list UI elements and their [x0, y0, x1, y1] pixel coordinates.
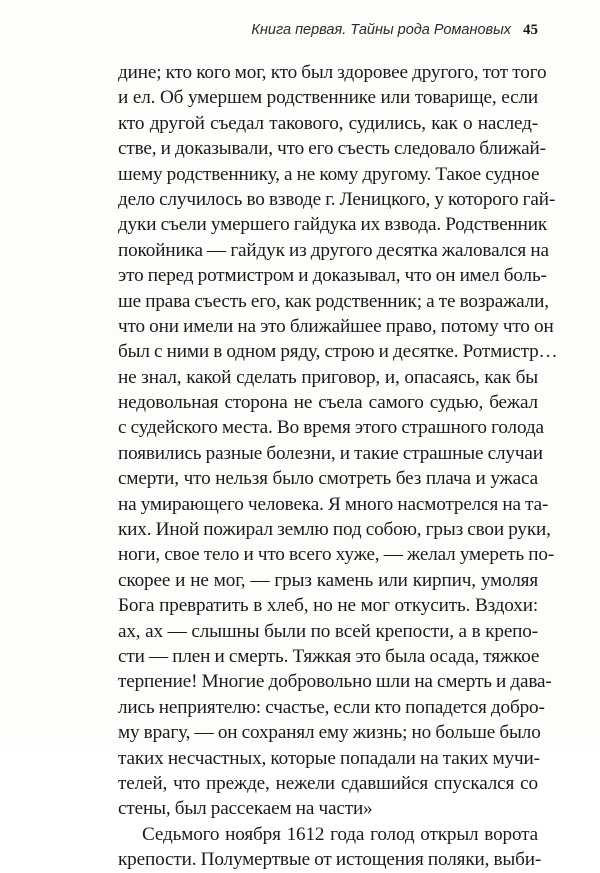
text-line: и ел. Об умершем родственнике или товарище, если	[118, 87, 538, 109]
text-line: шему родственнику, а не кому другому. Такое судное	[118, 163, 540, 185]
text-line: что они имели на это ближайшее право, потому что он	[118, 315, 554, 337]
text-line: смерти, что нельзя было смотреть без плача и ужаса	[118, 468, 538, 490]
paragraph-end-line: стены, был рассекаем на части»	[118, 798, 373, 820]
text-line: Бога превратить в хлеб, но не мог откусить. Вздохи:	[118, 595, 538, 617]
text-line: лись неприятелю: счастье, если кто попадется добро-	[118, 696, 545, 718]
page-number: 45	[523, 22, 538, 38]
paragraph-first-line: Седьмого ноября 1612 года голод открыл ворота	[142, 823, 538, 845]
text-line: на умирающего человека. Я много насмотрелся на та-	[118, 493, 549, 515]
text-line: покойника — гайдук из другого десятка жаловался на	[118, 239, 549, 261]
running-title: Книга первая. Тайны рода Романовых	[251, 22, 511, 38]
text-line: сти — плен и смерть. Тяжкая это была осада, тяжкое	[118, 645, 540, 667]
text-line: появились разные болезни, и такие страшные случаи	[118, 442, 543, 464]
text-line: с судейского места. Во время этого страшного голода	[118, 417, 544, 439]
text-line: ах, ах — слышны были по всей крепости, а в крепо-	[118, 620, 538, 642]
text-line: му врагу, — он сохранял ему жизнь; но больше было	[118, 722, 541, 744]
text-line: ких. Иной пожирал землю под собою, грыз свои руки,	[118, 519, 551, 541]
running-header	[118, 22, 538, 46]
text-line: не знал, какой сделать приговор, и, опасаясь, как бы	[118, 366, 538, 388]
body-text	[118, 60, 558, 873]
text-line: это перед ротмистром и доказывал, что он имел боль-	[118, 265, 547, 287]
text-line: крепости. Полумертвые от истощения поляки, выби-	[118, 849, 542, 871]
text-line: терпение! Многие добровольно шли на смерть и дава-	[118, 671, 552, 693]
text-line: был с ними в одном ряду, строю и десятке. Ротмистр…	[118, 341, 558, 363]
text-line: стве, и доказывали, что его съесть следовало ближай-	[118, 138, 546, 160]
text-line: таких несчастных, которые попадали на таких мучи-	[118, 747, 540, 769]
text-line: телей, что прежде, нежели сдавшийся спускался со	[118, 772, 538, 794]
text-line: дине; кто кого мог, кто был здоровее другого, тот того	[118, 62, 547, 83]
text-line: ше права съесть его, как родственник; а те возражали,	[118, 290, 549, 312]
text-line: ноги, свое тело и что всего хуже, — желал умереть по-	[118, 544, 555, 566]
text-line: дело случилось во взводе г. Леницкого, у которого гай-	[118, 188, 556, 210]
text-line: кто другой съедал такового, судились, как о наслед-	[118, 112, 538, 134]
text-line: дуки съели умершего гайдука их взвода. Родственник	[118, 214, 548, 236]
text-line: недовольная сторона не съела самого судью, бежал	[118, 392, 538, 414]
text-line: скорее и не мог, — грыз камень или кирпич, умоляя	[118, 569, 538, 591]
